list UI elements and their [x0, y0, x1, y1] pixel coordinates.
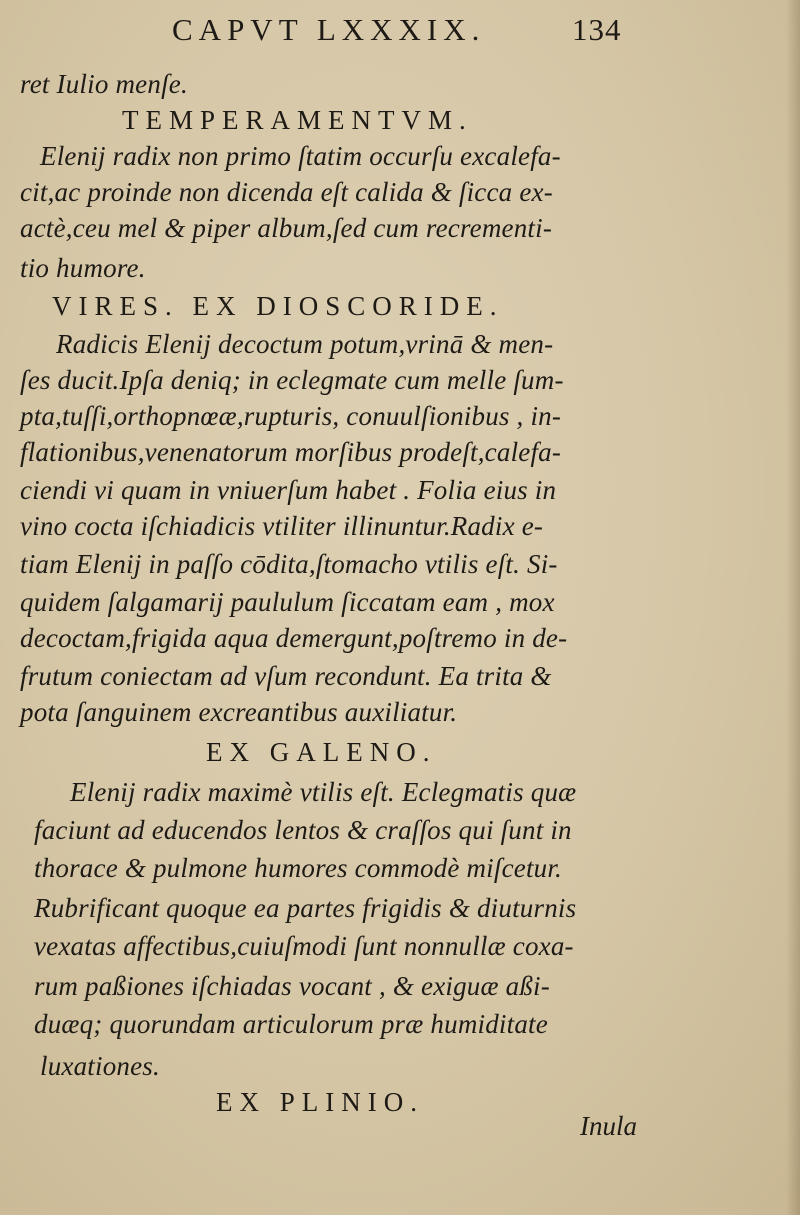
- section-heading-vires: VIRES. EX DIOSCORIDE.: [52, 291, 504, 321]
- text-line: actè,ceu mel & piper album,ſed cum recrementi-: [20, 213, 553, 243]
- text-line: pota ſanguinem excreantibus auxiliatur.: [20, 697, 458, 727]
- text-line: vino cocta iſchiadicis vtiliter illinuntur.Radix e-: [20, 511, 544, 541]
- text-line: vexatas affectibus,cuiuſmodi ſunt nonnullæ coxa-: [34, 931, 574, 961]
- text-line: duæq; quorundam articulorum præ humiditate: [34, 1009, 548, 1039]
- section-heading-plinio: EX PLINIO.: [216, 1087, 424, 1117]
- text-line: quidem ſalgamarij paululum ſiccatam eam , mox: [20, 587, 555, 617]
- text-line: tio humore.: [20, 253, 146, 283]
- text-line: ret Iulio menſe.: [20, 69, 188, 99]
- section-heading-temperamentum: TEMPERAMENTVM.: [122, 105, 473, 135]
- page-number: 134: [572, 12, 622, 47]
- text-line: faciunt ad educendos lentos & craſſos qui ſunt in: [34, 815, 572, 845]
- text-line: Elenij radix maximè vtilis eſt. Eclegmatis quæ: [70, 777, 577, 807]
- text-line: ſes ducit.Ipſa deniq; in eclegmate cum melle ſum-: [20, 365, 564, 395]
- running-head: CAPVT LXXXIX.: [172, 12, 486, 47]
- section-heading-galeno: EX GALENO.: [206, 737, 437, 767]
- text-line: decoctam,frigida aqua demergunt,poſtremo in de-: [20, 623, 568, 653]
- catchword: Inula: [580, 1111, 637, 1141]
- text-line: frutum coniectam ad vſum recondunt. Ea trita &: [20, 661, 552, 691]
- text-line: pta,tuſſi,orthopnœæ,rupturis, conuulſionibus , in-: [20, 401, 562, 431]
- text-line: luxationes.: [40, 1051, 160, 1081]
- text-line: ciendi vi quam in vniuerſum habet . Folia eius in: [20, 475, 557, 505]
- text-line: rum paßiones iſchiadas vocant , & exiguæ aßi-: [34, 971, 550, 1001]
- page-edge-shadow: [786, 0, 800, 1215]
- text-line: tiam Elenij in paſſo cōdita,ſtomacho vtilis eſt. Si-: [20, 549, 558, 579]
- page-header: [0, 8, 800, 48]
- text-line: flationibus,venenatorum morſibus prodeſt,calefa-: [20, 437, 562, 467]
- text-line: Elenij radix non primo ſtatim occurſu excalefa-: [40, 141, 561, 171]
- text-line: Radicis Elenij decoctum potum,vrinā & men-: [56, 329, 554, 359]
- text-line: Rubrificant quoque ea partes frigidis & diuturnis: [34, 893, 577, 923]
- text-line: cit,ac proinde non dicenda eſt calida & ſicca ex-: [20, 177, 553, 207]
- text-line: thorace & pulmone humores commodè miſcetur.: [34, 853, 563, 883]
